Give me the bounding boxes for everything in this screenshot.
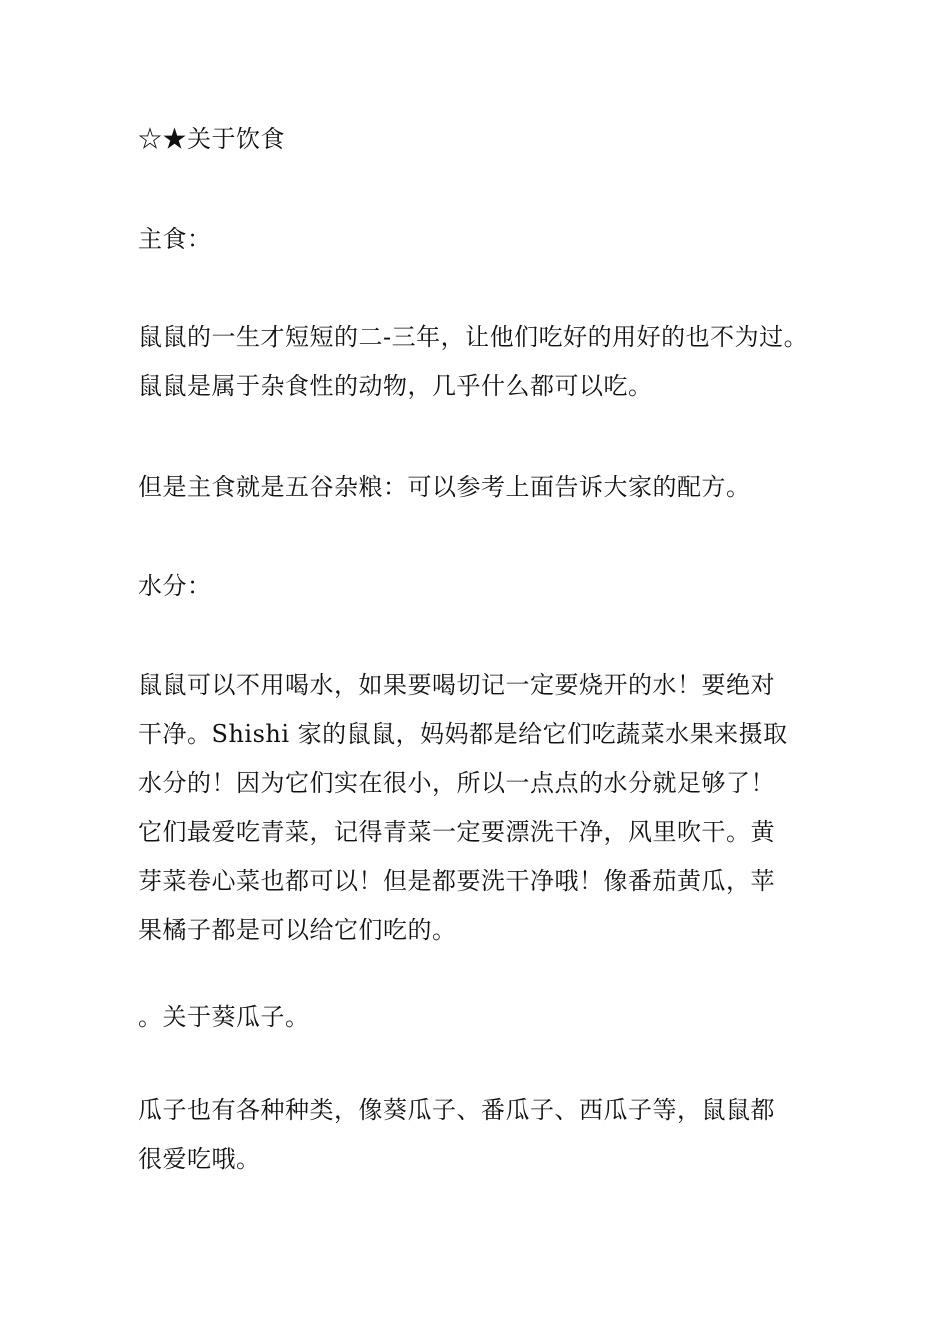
paragraph-line: 鼠鼠是属于杂食性的动物，几乎什么都可以吃。: [138, 372, 653, 400]
paragraph-line: 很爱吃哦。: [138, 1145, 261, 1173]
section-heading-seeds: 。关于葵瓜子。: [138, 1003, 310, 1031]
label-staple-food: 主食：: [138, 225, 212, 253]
paragraph-line: 芽菜卷心菜也都可以！但是都要洗干净哦！像番茄黄瓜，苹: [138, 867, 775, 895]
paragraph-line: 果橘子都是可以给它们吃的。: [138, 916, 457, 944]
paragraph-line: 瓜子也有各种种类，像葵瓜子、番瓜子、西瓜子等，鼠鼠都: [138, 1096, 775, 1124]
paragraph-line: 水分的！因为它们实在很小，所以一点点的水分就足够了！: [138, 769, 775, 797]
paragraph-line: 但是主食就是五谷杂粮：可以参考上面告诉大家的配方。: [138, 473, 751, 501]
paragraph-line: 干净。Shishi 家的鼠鼠，妈妈都是给它们吃蔬菜水果来摄取: [138, 720, 788, 748]
paragraph-line: 它们最爱吃青菜，记得青菜一定要漂洗干净，风里吹干。黄: [138, 818, 775, 846]
label-water: 水分：: [138, 572, 212, 600]
section-heading-diet: ☆★关于饮食: [138, 125, 285, 153]
paragraph-line: 鼠鼠可以不用喝水，如果要喝切记一定要烧开的水！要绝对: [138, 671, 775, 699]
paragraph-line: 鼠鼠的一生才短短的二-三年，让他们吃好的用好的也不为过。: [138, 323, 809, 351]
